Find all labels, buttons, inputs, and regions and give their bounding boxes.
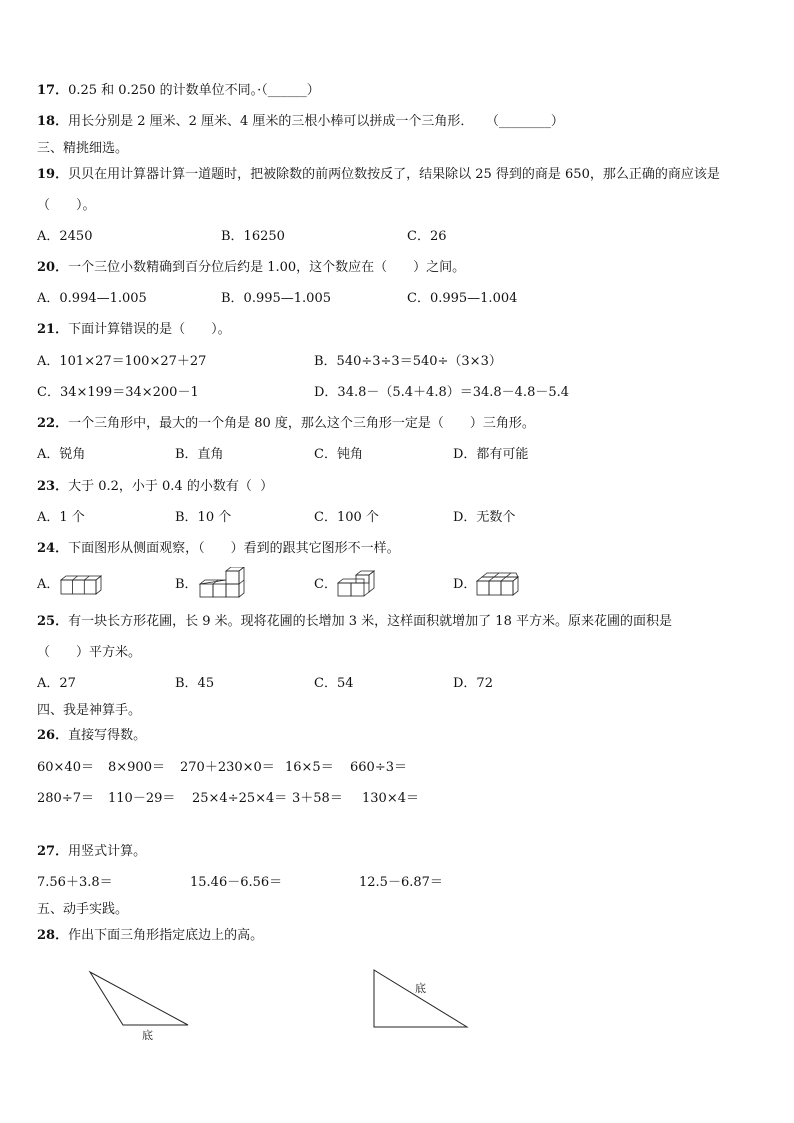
option-a[interactable]: A．101×27＝100×27＋27 <box>37 354 207 369</box>
option-d[interactable]: D．无数个 <box>453 510 516 525</box>
base-label-2: 底 <box>415 982 426 995</box>
question-25: 25．有一块长方形花圃，长 9 米。现将花圃的长增加 3 米，这样面积就增加了 18 平方米。原来花圃的面积是 <box>37 614 672 629</box>
calc-item: 7.56＋3.8＝ <box>37 875 113 890</box>
question-20: 20．一个三位小数精确到百分位后约是 1.00，这个数应在（ ）之间。 <box>37 260 466 275</box>
question-25-line2: （ ）平方米。 <box>37 645 142 660</box>
calc-item: 16×5＝ <box>285 760 334 775</box>
option-a[interactable]: A．27 <box>37 676 76 691</box>
option-c[interactable]: C．26 <box>407 229 447 244</box>
question-28: 28．作出下面三角形指定底边上的高。 <box>37 928 264 943</box>
cube-figure-b <box>199 567 251 599</box>
option-c[interactable]: C．54 <box>314 676 354 691</box>
answer-blank[interactable]: ________ <box>498 114 551 129</box>
section-4-heading: 四、我是神算手。 <box>37 703 142 718</box>
option-d[interactable]: D．34.8－（5.4＋4.8）＝34.8－4.8－5.4 <box>314 385 570 400</box>
question-27: 27．用竖式计算。 <box>37 844 147 859</box>
option-a[interactable]: A．2450 <box>37 229 93 244</box>
calc-item: 130×4＝ <box>362 791 419 806</box>
base-label-1: 底 <box>142 1029 153 1042</box>
cube-figure-d <box>476 570 520 598</box>
option-c[interactable]: C．34×199＝34×200－1 <box>37 385 199 400</box>
question-22: 22．一个三角形中，最大的一个角是 80 度，那么这个三角形一定是（ ）三角形。 <box>37 416 535 431</box>
cube-figure-c <box>337 570 379 598</box>
option-c[interactable]: C．0.995—1.004 <box>407 291 518 306</box>
question-23: 23．大于 0.2，小于 0.4 的小数有（ ） <box>37 479 274 494</box>
section-3-heading: 三、精挑细选。 <box>37 141 129 156</box>
option-d[interactable]: D． <box>453 577 477 592</box>
section-5-heading: 五、动手实践。 <box>37 902 129 917</box>
question-24: 24．下面图形从侧面观察，（ ）看到的跟其它图形不一样。 <box>37 541 400 556</box>
option-b[interactable]: B．540÷3÷3＝540÷（3×3） <box>314 354 502 369</box>
option-a[interactable]: A．1 个 <box>37 510 85 525</box>
cube-figure-a <box>60 571 112 597</box>
question-21: 21．下面计算错误的是（ ）。 <box>37 322 231 337</box>
option-b[interactable]: B．直角 <box>175 447 224 462</box>
option-c[interactable]: C．100 个 <box>314 510 379 525</box>
option-a[interactable]: A．锐角 <box>37 447 86 462</box>
option-c[interactable]: C．钝角 <box>314 447 363 462</box>
option-a[interactable]: A．0.994—1.005 <box>37 291 147 306</box>
calc-item: 12.5－6.87＝ <box>359 875 443 890</box>
calc-item: 280÷7＝ <box>37 791 94 806</box>
calc-item: 25×4÷25×4＝ <box>192 791 288 806</box>
option-b[interactable]: B． <box>175 577 198 592</box>
option-b[interactable]: B．45 <box>175 676 215 691</box>
calc-item: 15.46－6.56＝ <box>190 875 283 890</box>
option-d[interactable]: D．都有可能 <box>453 447 529 462</box>
answer-blank[interactable]: ______ <box>267 83 307 98</box>
triangle-2 <box>365 966 475 1032</box>
calc-item: 110－29＝ <box>108 791 176 806</box>
option-b[interactable]: B．0.995—1.005 <box>221 291 331 306</box>
question-19-line2: （ ）。 <box>37 198 96 213</box>
option-b[interactable]: B．10 个 <box>175 510 232 525</box>
question-18: 18．用长分别是 2 厘米、2 厘米、4 厘米的三根小棒可以拼成一个三角形． （________） <box>37 114 564 129</box>
calc-item: 270＋230×0＝ <box>180 760 275 775</box>
question-26: 26．直接写得数。 <box>37 728 147 743</box>
option-d[interactable]: D．72 <box>453 676 493 691</box>
option-c[interactable]: C． <box>314 577 337 592</box>
triangle-1 <box>85 968 195 1044</box>
option-a[interactable]: A． <box>37 577 60 592</box>
calc-item: 660÷3＝ <box>350 760 407 775</box>
option-b[interactable]: B．16250 <box>221 229 285 244</box>
question-19: 19．贝贝在用计算器计算一道题时，把被除数的前两位数按反了，结果除以 25 得到的商是 650，那么正确的商应该是 <box>37 167 720 182</box>
calc-item: 60×40＝ <box>37 760 94 775</box>
calc-item: 8×900＝ <box>108 760 165 775</box>
calc-item: 3＋58＝ <box>292 791 343 806</box>
question-17: 17．0.25 和 0.250 的计数单位不同。·（______） <box>37 83 320 98</box>
